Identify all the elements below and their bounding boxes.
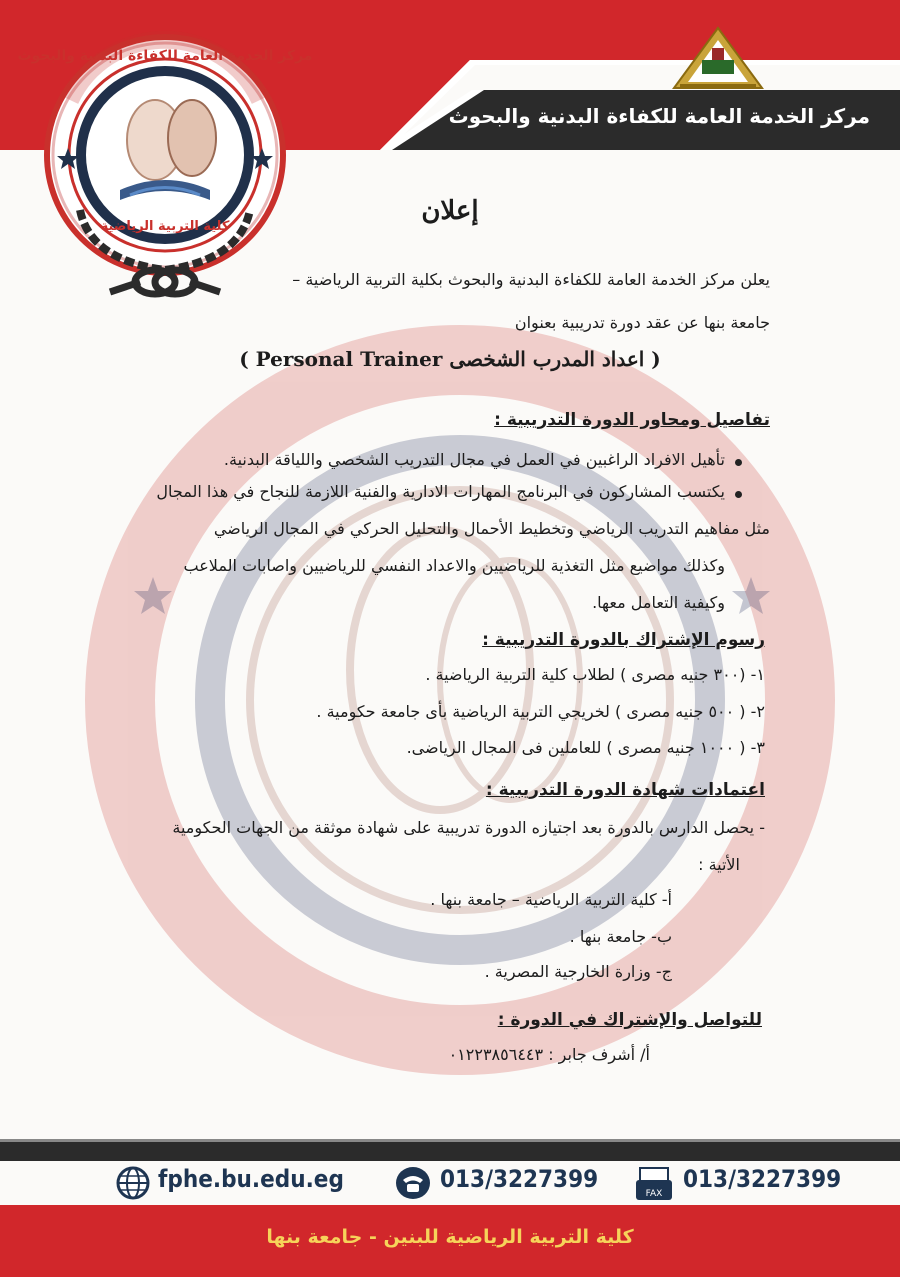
details-bullet-1: تأهيل الافراد الراغبين في العمل في مجال التدريب الشخصي واللياقة البدنية. [223,450,725,469]
center-name: مركز الخدمة العامة للكفاءة البدنية والبحوث [448,104,870,128]
cert-item: أ- كلية التربية الرياضية – جامعة بنها . [430,890,672,909]
fee-item: ١- (٣٠٠ جنيه مصرى ) لطلاب كلية التربية الرياضية . [425,665,765,684]
website-link[interactable]: fphe.bu.edu.eg [158,1165,344,1193]
university-logo-icon [672,26,764,92]
fee-item: ٢- ( ٥٠٠ جنيه مصرى ) لخريجي التربية الرياضية بأى جامعة حكومية . [316,702,765,721]
contact-person: أ/ أشرف جابر : ٠١٢٢٣٨٥٦٤٤٣ [448,1045,650,1064]
intro-line-2: جامعة بنها عن عقد دورة تدريبية بعنوان [514,313,770,332]
intro-line-1: يعلن مركز الخدمة العامة للكفاءة البدنية والبحوث بكلية التربية الرياضية – [292,270,770,289]
footer-band [0,1135,900,1277]
course-title: ( اعداد المدرب الشخصى Personal Trainer ) [239,347,661,371]
faculty-seal-logo [17,30,313,305]
fax-number[interactable]: 013/3227399 [683,1165,842,1193]
fee-item: ٣- ( ١٠٠٠ جنيه مصرى ) للعاملين فى المجال الرياضى. [406,738,765,757]
college-name: كلية التربية الرياضية للبنين - جامعة بنها [266,1226,634,1248]
details-bullet-2-line-2: مثل مفاهيم التدريب الرياضي وتخطيط الأحمال والتحليل الحركي في المجال الرياضي [213,519,770,538]
certs-line-1: - يحصل الدارس بالدورة بعد اجتيازه الدورة تدريبية على شهادة موثقة من الجهات الحكومية [172,818,765,837]
announcement-title: إعلان [421,196,479,226]
seal-inner-text: كلية التربية الرياضية [100,219,230,234]
watermark-star-icon [730,575,772,617]
fax-label: FAX [645,1189,663,1199]
cert-item: ب- جامعة بنها . [569,927,672,946]
details-bullet-2-line-4: وكيفية التعامل معها. [592,593,725,612]
fax-icon [634,1166,674,1202]
phone-number[interactable]: 013/3227399 [440,1165,599,1193]
certs-line-2: الأتية : [698,855,740,874]
bullet-icon [735,491,742,498]
details-bullet-2-line-1: يكتسب المشاركون في البرنامج المهارات الادارية والفنية اللازمة للنجاح في هذا المجال [156,482,725,501]
bullet-icon [735,459,742,466]
details-bullet-2-line-3: وكذلك مواضيع مثل التغذية للرياضيين والاعداد النفسي للرياضيين واصابات الملاعب [183,556,725,575]
fees-heading: رسوم الإشتراك بالدورة التدريبية : [482,630,765,650]
phone-icon [395,1166,431,1200]
cert-item: ج- وزارة الخارجية المصرية . [484,962,672,981]
contact-heading: للتواصل والإشتراك في الدورة : [497,1010,762,1030]
watermark-star-icon [132,575,174,617]
globe-icon [116,1166,150,1200]
certs-heading: اعتمادات شهادة الدورة التدريبية : [485,780,765,800]
details-heading: تفاصيل ومحاور الدورة التدريبية : [494,410,770,430]
seal-ring-text: مركز الخدمة العامة للكفاءة البدنية والبحوث [17,48,313,64]
background-watermark-seal [110,320,810,1080]
